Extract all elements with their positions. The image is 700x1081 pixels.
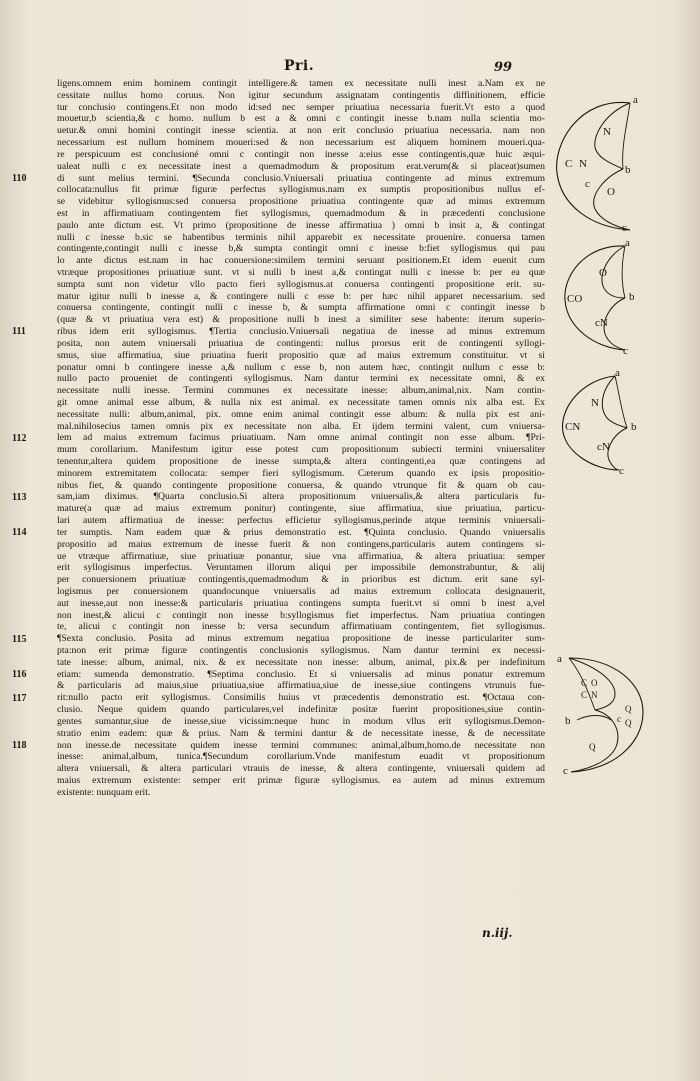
margin-number: 110 xyxy=(12,172,27,184)
text-line: smus, siue affirmatiua, siue priuatiua fuerit propositio quæ ad maius extremum constituitur. vt si xyxy=(57,349,545,361)
text-line: clusio. Neque quidem quando particulares,vel indefinitæ positæ fuerint propositiones,siue contin- xyxy=(57,704,545,716)
text-line: matur igitur nulli b inesse a, & contingere nulli c esse b: per hæc nihil apparet necessarium. sed xyxy=(57,290,545,302)
folio-number: 99 xyxy=(494,60,513,75)
diagram-1-label: N xyxy=(579,158,587,170)
text-line: stratio enim eadem: quæ & prius. Nam & termini dantur & de necessitate inesse, & de necessitate xyxy=(57,727,545,739)
text-line: ualeat nulli c ex necessitate inest a quemadmodum & propositum erat.verum(& si placeat)sumen xyxy=(57,160,545,172)
text-line: etiam: sumenda demonstratio. ¶Septima conclusio. Et si vniuersalis ad minus ponatur extremum xyxy=(57,668,545,680)
text-line: mum corollarium. Manifestum igitur esse potest cum propositionum subiecti termini vniuersaliter xyxy=(57,444,545,456)
diagram-4-label: Q xyxy=(625,718,632,728)
diagram-1-label: C xyxy=(565,158,573,170)
text-line: te, alicui c contingit non inesse b: versa secundum affirmatiuam contingentem, fiet syllogismus. xyxy=(57,621,545,633)
diagram-3-label: b xyxy=(631,421,637,433)
text-line: mature(a quæ ad maius extremum ponitur) contingente, siue affirmatiua, siue priuatiua, particu- xyxy=(57,503,545,515)
text-line: ponatur omni b contingere inesse a,& nullum c esse b, non autem hæc, contingit nullum c esse b: xyxy=(57,361,545,373)
text-line: lem ad maius extremum facimus priuatiuam. Nam omne animal contingit non esse album. ¶Pri- xyxy=(57,432,545,444)
text-line: sam,iam diximus. ¶Quarta conclusio.Si altera propositionum vniuersalis,& altera particularis fu- xyxy=(57,491,545,503)
text-line: di sunt melius termini. ¶Secunda conclusio.Vniuersali priuatiua contingente ad minus extremum xyxy=(57,172,545,184)
diagram-1-label: c xyxy=(585,178,590,190)
text-line: non inest,& alicui c contingit non inesse b:syllogismus fiet imperfectus. Nam priuatiua contingen xyxy=(57,609,545,621)
text-line: nibus fiet, & quando contingente propositione conuersa, & quando vtrunque fit & quam ob cau- xyxy=(57,479,545,491)
diagram-4-label: C xyxy=(581,678,588,688)
margin-number: 114 xyxy=(12,527,27,539)
diagram-1-label: c xyxy=(622,222,627,234)
text-line: cessitate nullus homo coruus. Non igitur secundum assignatam contingentis diffinitionem, efficie xyxy=(57,89,545,101)
text-line: erit syllogismus imperfectus. Veruntamen illorum aliqui per impossibile demonstrabuntur, & alij xyxy=(57,562,545,574)
text-line: necessarium est nullum hominem moueri:sed & non necessarium est aliquem hominem moueri.qua- xyxy=(57,137,545,149)
text-line: se videbitur syllogismus:sed conuersa propositione priuatiua contingente quæ ad minus extremum xyxy=(57,196,545,208)
text-line: maius extremum existente: semper erit primæ figuræ syllogismus. ea autem ad minus extremum xyxy=(57,774,545,786)
text-line: mal.nihilosecius tamen omnis pix ex necessitate non alba. Et ijdem termini valent, cum vniuersa- xyxy=(57,420,545,432)
text-line: vtræque propositiones priuatiuæ sunt. vt si nulli b inest a,& contingat nulli c inesse b: per ea quæ xyxy=(57,267,545,278)
text-line: ¶Sexta conclusio. Posita ad minus extremum negatiua propositione de inesse particulariter sum- xyxy=(57,633,545,645)
text-line: ribus idem erit syllogismus. ¶Tertia conclusio.Vniuersali negatiua de inesse ad minus extremum xyxy=(57,326,545,338)
syllogism-diagram-4 xyxy=(555,650,655,784)
text-line: (quæ & vt priuatiua vera est) & propositione nulli b inest a similiter sese habente: iterum superio- xyxy=(57,314,545,326)
text-line: gentes sumantur,siue de inesse,siue vicissim:neque hunc in modum vllus erit syllogismus.Demon- xyxy=(57,715,545,727)
diagram-3-label: c xyxy=(619,465,624,477)
diagram-2-label: c xyxy=(623,345,628,357)
text-line: necessitate nulli: album,animal, pix. omne enim animal contingit esse album: & nulla pix est ani- xyxy=(57,408,545,420)
diagram-2-label: O xyxy=(599,267,607,279)
text-line: propositio ad maius extremum de inesse fuerit & non contingens,particularis autem contingens si- xyxy=(57,538,545,550)
text-line: ligens.omnem enim hominem contingit intelligere.& tamen ex necessitate nulli inest a.Nam ex ne xyxy=(57,78,545,89)
text-line: & particularis ad maius,siue priuatiua,siue affirmatiua,siue de inesse,siue contingens vtrunuis fue- xyxy=(57,680,545,692)
text-line: paulo ante dictum est. Vt primo (propositione de inesse affirmatiua ) omni b insit a, & contingat xyxy=(57,219,545,231)
text-line: collocata:nullus fit primæ figuræ perfectus syllogismus.nam ex sumptis propositionibus nullus ef- xyxy=(57,184,545,196)
text-line: ue vtræque affirmatiuæ, siue priuatiuæ ponantur, siue vna affirmatiua, & altera priuatiua: semper xyxy=(57,550,545,562)
text-line: per conuersionem priuatiuæ contingentis,quemadmodum & in prioribus est dictum. erit sane syl- xyxy=(57,574,545,586)
diagram-1-label: N xyxy=(603,126,611,138)
text-line: necessitate nulli inesse. Termini communes ex necessitate inesse: album,animal,nix. Nam contin- xyxy=(57,385,545,397)
text-line: contingente,contingit nulli c inesse b,& sumpta contingit omni c inesse b:fiet syllogismus qui pau xyxy=(57,243,545,255)
text-line: existente: nunquam erit. xyxy=(57,786,151,798)
text-line: tur conclusio contingens.Et non modo id:sed nec semper priuatiua necessaria fuerit.Vt esto a quod xyxy=(57,101,545,113)
diagram-4-label: Q xyxy=(625,704,632,714)
text-line: pta:non erit primæ figuræ contingentis conclusionis syllogismus. Nam dantur termini ex necessi- xyxy=(57,645,545,656)
margin-number: 116 xyxy=(12,669,27,680)
diagram-4-label: Q xyxy=(589,742,596,752)
signature-mark: n.iij. xyxy=(482,926,513,940)
diagram-1-label: b xyxy=(625,164,631,176)
running-head: Pri. xyxy=(284,58,315,74)
diagram-3-label: cN xyxy=(597,441,610,453)
text-line: tenentur,altera quidem propositione de inesse sumpta,& altera contingenti,ea quæ contingens ad xyxy=(57,456,545,467)
text-line: minorem extremitatem collocata: semper fieri syllogismum. Cæterum quando ex ipsis propositio- xyxy=(57,467,545,479)
margin-number: 113 xyxy=(12,491,27,503)
diagram-1-label: O xyxy=(607,186,615,198)
text-line: est in affirmatiuam contingentem fiet syllogismus, quemadmodum & in præcedenti conclusione xyxy=(57,207,545,219)
text-line: uetur.& omni homini contingit inesse scientia. at non erit conclusio priuatiua necessaria. nam non xyxy=(57,125,545,137)
text-line: lari autem affirmatiua de inesse: perfectus efficietur syllogismus,perinde atque terminis vniuersali- xyxy=(57,515,545,527)
diagram-2-label: b xyxy=(629,291,635,303)
text-line: re perspicuum est conclusioné omni c contingit non inesse a:eius esse contingentis,quæ huic æqui- xyxy=(57,148,545,160)
diagram-3-label: CN xyxy=(565,421,581,433)
text-line: sumpta sunt non videtur vllo pacto fieri syllogismus.at conuersa contingenti propositione erit. su- xyxy=(57,278,545,290)
diagram-4-label: C xyxy=(581,690,588,700)
margin-number: 111 xyxy=(12,326,26,338)
text-line: rit:nullo pacto erit syllogismus. Consimilis huius vt præcedentis demonstratio est. ¶Octaua con- xyxy=(57,692,545,704)
text-line: inesse: animal,album, tunica.¶Secundum corollarium.Vnde manifestum euadit vt propositionum xyxy=(57,751,545,763)
diagram-3-label: N xyxy=(591,397,599,409)
body-text-block xyxy=(57,78,545,799)
margin-number: 112 xyxy=(12,432,27,444)
text-line: nulli c inesse b.sic se habentibus terminis nihil apparebit ex necessitate prouenire. conuersa tamen xyxy=(57,231,545,243)
text-line: posita, non autem vniuersali priuatiua de contingenti: nullus prorsus erit de contingenti syllogi- xyxy=(57,337,545,349)
text-line: git omne animal esse album, & nulla nix est animal. ex necessitate tamen omnis nix alba est. Ex xyxy=(57,396,545,408)
syllogism-diagram-1 xyxy=(545,95,645,239)
text-line: logismus per conuersionem quandocunque vniuersalis ad maius extremum collocata designauerit, xyxy=(57,585,545,597)
margin-number: 115 xyxy=(12,633,27,645)
syllogism-diagram-2 xyxy=(555,238,655,362)
text-line: tate inesse: album, animal, nix. & ex necessitate non inesse: album, animal, pix.& per indefinitum xyxy=(57,656,545,668)
text-line: mouetur,b scientia,& c homo. nullum b est a & omni c contingit inesse b.nam nulla scientia mo- xyxy=(57,113,545,125)
diagram-4-label: N xyxy=(591,690,598,700)
text-line: non inesse.de necessitate quidem inesse termini communes: animal,album,homo.de necessitate non xyxy=(57,739,545,751)
margin-number: 117 xyxy=(12,692,27,704)
margin-number: 118 xyxy=(12,739,27,751)
diagram-2-label: a xyxy=(625,237,630,249)
syllogism-diagram-3 xyxy=(555,367,655,484)
diagram-2-label: CO xyxy=(567,293,583,305)
text-line: nullo pacto proueniet de contingenti syllogismus. Nam dantur termini ex necessitate omni, & ex xyxy=(57,373,545,385)
text-line: aut inesse,aut non inesse:& particularis priuatiua contingens sumpta fuerit.vt si omni b inest a,vel xyxy=(57,597,545,609)
text-line: altera vniuersali, & altera particulari vtrauis de inesse, & altera contingente, vniuersali quidem ad xyxy=(57,763,545,775)
diagram-3-label: a xyxy=(615,367,620,379)
diagram-4-label: b xyxy=(565,715,571,727)
diagram-2-label: cN xyxy=(595,317,608,329)
diagram-4-label: a xyxy=(557,653,562,665)
diagram-4-label: c xyxy=(563,765,568,777)
text-line: conuersa contingente, contingit nulli c inesse b, & sumpta affirmatione omni c contingit inesse b xyxy=(57,302,545,314)
diagram-4-label: O xyxy=(591,678,598,688)
diagram-1-label: a xyxy=(633,94,638,106)
text-line: lo ante dictus est.nam in hac conuersione:similem termini seruant positionem.Et idem euenit cum xyxy=(57,255,545,267)
text-line: ter sumptis. Nam eadem quæ & prius demonstratio est. ¶Quinta conclusio. Quando vniuersalis xyxy=(57,526,545,538)
diagram-4-label: c xyxy=(617,714,621,724)
